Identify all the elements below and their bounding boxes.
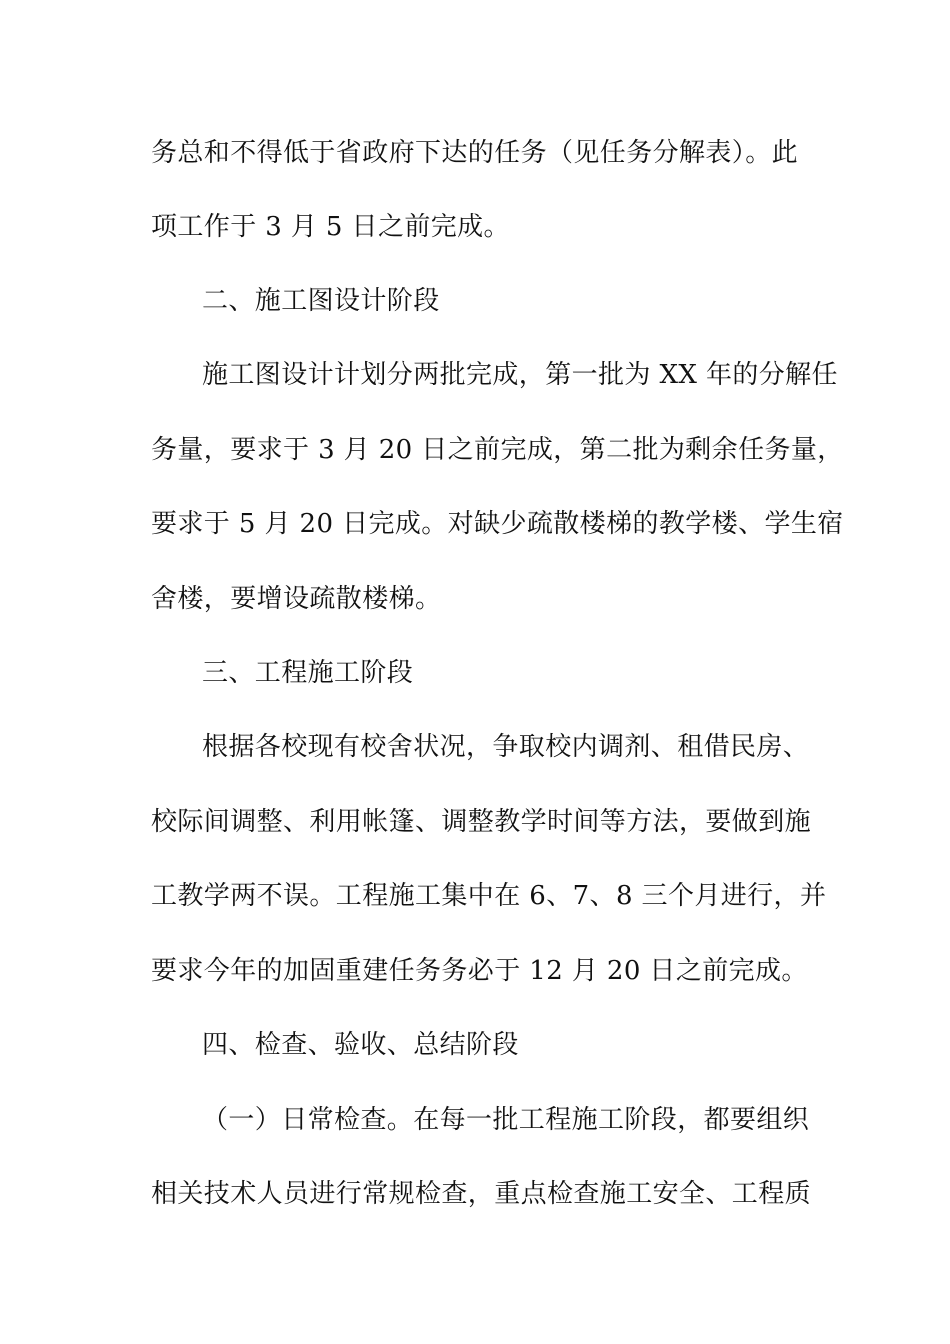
body-text-line: 舍楼，要增设疏散楼梯。 <box>151 584 442 614</box>
body-text-line: 校际间调整、利用帐篷、调整教学时间等方法，要做到施 <box>151 807 812 837</box>
section-heading: 二、施工图设计阶段 <box>202 286 440 316</box>
paragraph-first-line: （一）日常检查。在每一批工程施工阶段，都要组织 <box>202 1105 810 1135</box>
body-text-line: 要求今年的加固重建任务务必于 12 月 20 日之前完成。 <box>151 956 808 986</box>
paragraph-first-line: 施工图设计计划分两批完成，第一批为 XX 年的分解任 <box>202 360 838 390</box>
body-text-line: 务总和不得低于省政府下达的任务（见任务分解表）。此 <box>151 138 799 168</box>
body-text-line: 工教学两不误。工程施工集中在 6、7、8 三个月进行，并 <box>151 881 827 911</box>
section-heading: 四、检查、验收、总结阶段 <box>202 1030 519 1060</box>
body-text-line: 要求于 5 月 20 日完成。对缺少疏散楼梯的教学楼、学生宿 <box>151 509 844 539</box>
body-text-line: 务量，要求于 3 月 20 日之前完成，第二批为剩余任务量， <box>151 435 844 465</box>
body-text-line: 相关技术人员进行常规检查，重点检查施工安全、工程质 <box>151 1179 812 1209</box>
paragraph-first-line: 根据各校现有校舍状况，争取校内调剂、租借民房、 <box>202 732 810 762</box>
body-text-line: 项工作于 3 月 5 日之前完成。 <box>151 212 510 242</box>
section-heading: 三、工程施工阶段 <box>202 658 414 688</box>
